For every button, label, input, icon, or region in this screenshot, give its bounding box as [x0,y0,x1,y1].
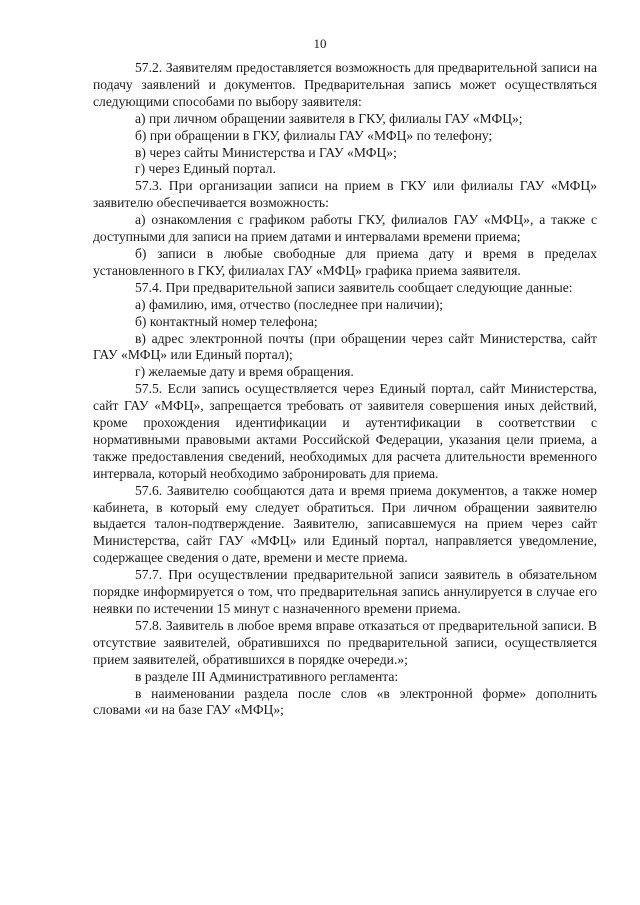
list-item-a: а) при личном обращении заявителя в ГКУ, филиалы ГАУ «МФЦ»; [135,110,523,126]
list-item-b: б) записи в любые свободные для приема дату и время в пределах установленного в ГКУ, филиалах ГАУ «МФЦ» графика приема заявителя. [93,245,597,278]
paragraph-57-5: 57.5. Если запись осуществляется через Единый портал, сайт Министерства, сайт ГАУ «МФЦ», запрещается требовать от заявителя совершения иных действий, кроме прохождения идентификации и аутентификации в соответствии с нормативными правовыми актами Российской Федерации, указания цели приема, а также предоставления сведений, необходимых для расчета длительности временного интервала, который необходимо забронировать для приема. [93,381,597,481]
list-item-b: б) при обращении в ГКУ, филиалы ГАУ «МФЦ» по телефону; [135,127,493,143]
list-item-g: г) через Единый портал. [135,161,276,177]
paragraph-section-iii: в разделе III Административного регламента: [135,668,399,684]
paragraph-57-4: 57.4. При предварительной записи заявитель сообщает следующие данные: [135,279,573,295]
list-item-a: а) ознакомления с графиком работы ГКУ, филиалов ГАУ «МФЦ», а также с доступными для записи на прием датами и интервалами времени приема; [93,212,597,245]
paragraph-section-title-amendment: в наименовании раздела после слов «в электронной форме» дополнить словами «и на базе ГАУ «МФЦ»; [93,685,597,718]
paragraph-57-3: 57.3. При организации записи на прием в ГКУ или филиалы ГАУ «МФЦ» заявителю обеспечивается возможность: [93,178,597,211]
list-item-v: в) через сайты Министерства и ГАУ «МФЦ»; [135,144,397,160]
list-item-v: в) адрес электронной почты (при обращении через сайт Министерства, сайт ГАУ «МФЦ» или Единый портал); [93,330,597,363]
list-item-g: г) желаемые дату и время обращения. [135,364,354,380]
paragraph-57-8: 57.8. Заявитель в любое время вправе отказаться от предварительной записи. В отсутствие заявителей, обратившихся по предварительной записи, осуществляется прием заявителей, обратившихся в порядке очереди.»; [93,617,597,667]
list-item-a: а) фамилию, имя, отчество (последнее при наличии); [135,296,444,312]
page-number: 10 [313,36,327,51]
paragraph-57-2: 57.2. Заявителям предоставляется возможность для предварительной записи на подачу заявлений и документов. Предварительная запись может осуществляться следующими способами по выбору заявителя: [93,60,597,109]
paragraph-57-7: 57.7. При осуществлении предварительной записи заявитель в обязательном порядке информируется о том, что предварительная запись аннулируется в случае его неявки по истечении 15 минут с назначенного времени приема. [93,567,597,616]
document-body [93,60,597,719]
list-item-b: б) контактный номер телефона; [135,313,318,329]
paragraph-57-6: 57.6. Заявителю сообщаются дата и время приема документов, а также номер кабинета, в который ему следует обратиться. При личном обращении заявителю выдается талон-подтверждение. Заявителю, записавшемуся на прием через сайт Министерства, сайт ГАУ «МФЦ» или Единый портал, направляется уведомление, содержащее сведения о дате, времени и месте приема. [93,482,597,566]
